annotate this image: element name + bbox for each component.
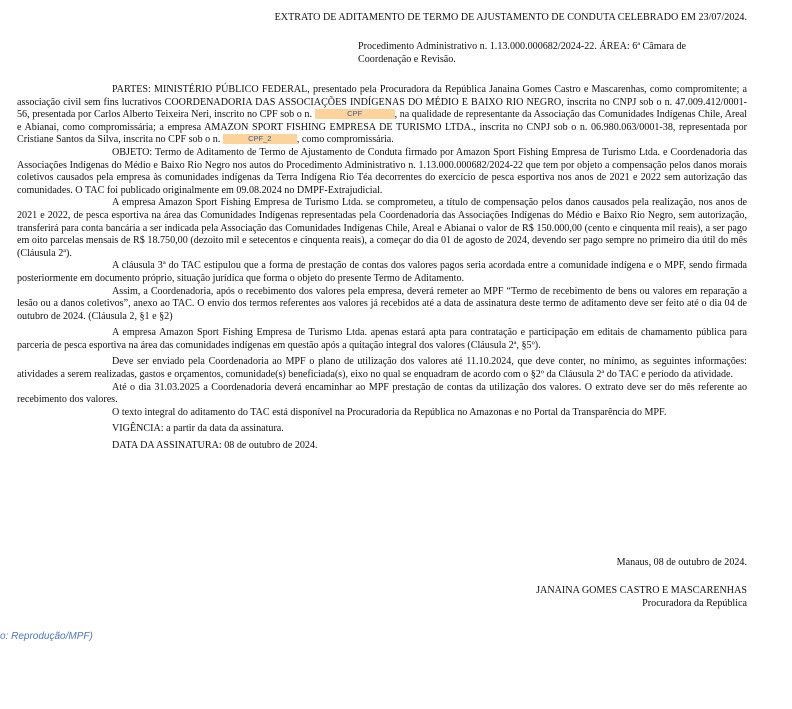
compensation-paragraph: A empresa Amazon Sport Fishing Empresa de Turismo Ltda. se comprometeu, a título de compensação pelos danos causados pela realização, nos anos de 2021 e 2022, de pesca esportiva na área das Comunidades Indígenas representadas pela Coordenadoria das Associações Indígenas do Médio e Baixo Rio Negro, sem autorização, transferirá para conta bancária a ser indicada pela Associação das Comunidades Indígenas Chile, Areal e Abianai o valor de R$ 150.000,00 (cento e cinquenta mil reais), a ser pago em oito parcelas mensais de R$ 18.750,00 (dezoito mil e setecentos e cinquenta reais), a começar do dia 01 de agosto de 2024, devendo ser pago sempre no primeiro dia útil do mês (Cláusula 2ª). bbox=[17, 197, 747, 259]
cpf-redaction-2: CPF_2 bbox=[223, 134, 297, 144]
signer-name: JANAINA GOMES CASTRO E MASCARENHAS bbox=[536, 585, 747, 596]
document-title: EXTRATO DE ADITAMENTO DE TERMO DE AJUSTAMENTO DE CONDUTA CELEBRADO EM 23/07/2024. bbox=[274, 12, 747, 23]
partes-paragraph bbox=[17, 84, 747, 147]
photo-credit: o: Reprodução/MPF) bbox=[0, 631, 93, 642]
procedure-line-1: Procedimento Administrativo n. 1.13.000.000682/2024-22. ÁREA: 6ª Câmara de bbox=[358, 41, 686, 52]
partes-text-3: , como compromissária. bbox=[296, 134, 394, 146]
accountability-paragraph: Até o dia 31.03.2025 a Coordenadoria deverá encaminhar ao MPF prestação de contas da utilização dos valores. O extrato deve ser do mês referente ao recebimento dos valores. bbox=[17, 381, 747, 406]
place-date: Manaus, 08 de outubro de 2024. bbox=[616, 557, 747, 568]
document-body bbox=[17, 84, 747, 453]
procedure-reference bbox=[358, 41, 747, 66]
cpf-redaction-1: CPF bbox=[315, 109, 395, 119]
receipt-terms-paragraph: Assim, a Coordenadoria, após o recebimento dos valores pela empresa, deverá remeter ao MPF “Termo de recebimento de bens ou valores em reparação a lesão ou a danos coletivos”, anexo ao TAC. O envio dos termos referentes aos valores já recebidos até a data de assinatura deste termo de aditamento deve ser feito até o dia 04 de outubro de 2024. (Cláusula 2, §1 e §2) bbox=[17, 285, 747, 322]
eligibility-paragraph: A empresa Amazon Sport Fishing Empresa de Turismo Ltda. apenas estará apta para contratação e participação em editais de chamamento pública para parceria de pesca esportiva na área das comunidades indígenas em questão após a quitação integral dos valores (Cláusula 2ª, §5º). bbox=[17, 327, 747, 351]
clause-3-paragraph: A cláusula 3ª do TAC estipulou que a forma de prestação de contas dos valores pagos seria acordada entre a comunidade indígena e o MPF, sendo firmada posteriormente em documento próprio, situação jurídica que forma o objeto do presente Termo de Aditamento. bbox=[17, 260, 747, 284]
vigencia-line: VIGÊNCIA: a partir da data da assinatura. bbox=[112, 423, 284, 435]
signer-role: Procuradora da República bbox=[642, 597, 747, 609]
partes-text-2: , na qualidade de representante da Associação das Comunidades Indígenas Chile, Areal e Abianai, como compromissária; a empresa AMAZON SPORT FISHING EMPRESA DE TURISMO LTDA., inscrita no CNPJ sob o n. 06.980.063/0001-38, representada por Cristiane Santos da Silva, inscrita no CPF sob o n. bbox=[17, 109, 747, 146]
full-text-availability-paragraph: O texto integral do aditamento do TAC está disponível na Procuradoria da República no Amazonas e no Portal da Transparência do MPF. bbox=[112, 406, 667, 418]
objeto-paragraph: OBJETO: Termo de Aditamento de Termo de Ajustamento de Conduta firmado por Amazon Sport Fishing Empresa de Turismo Ltda. e Coordenadoria das Associações Indígenas do Médio e Baixo Rio Negro nos autos do Procedimento Administrativo n. 1.13.000.000682/2024-22 que tem por objeto a compensação pelos danos morais coletivos causados pela empresa às comunidades indígenas da Terra Indígena Rio Téa decorrentes do exercício de pesca esportiva nos anos de 2021 e 2022 sem autorização das comunidades. O TAC foi publicado originalmente em 09.08.2024 no DMPF-Extrajudicial. bbox=[17, 146, 747, 196]
utilization-plan-paragraph: Deve ser enviado pela Coordenadoria ao MPF o plano de utilização dos valores até 11.10.2024, que deve conter, no mínimo, as seguintes informações: atividades a serem realizadas, gastos e orçamentos, comunidade(s) beneficiada(s), eixo no qual se enquadram de acordo com o §2º da Cláusula 2ª do TAC e período da atividade. bbox=[17, 356, 747, 381]
signature-block bbox=[536, 585, 747, 610]
partes-text-1: PARTES: MINISTÉRIO PÚBLICO FEDERAL, presentado pela Procuradora da República Janaina Gomes Castro e Mascarenhas, como compromitente; a associação civil sem fins lucrativos COORDENADORIA DAS ASSOCIAÇÕES INDÍGENAS DO MÉDIO E BAIXO RIO NEGRO, inscrita no CNPJ sob o n. 47.009.412/0001-56, presentada por Carlos Alberto Teixeira Neri, inscrito no CPF sob o n. bbox=[17, 84, 747, 121]
procedure-line-2: Coordenação e Revisão. bbox=[358, 53, 456, 65]
signature-date-line: DATA DA ASSINATURA: 08 de outubro de 2024. bbox=[112, 440, 318, 452]
